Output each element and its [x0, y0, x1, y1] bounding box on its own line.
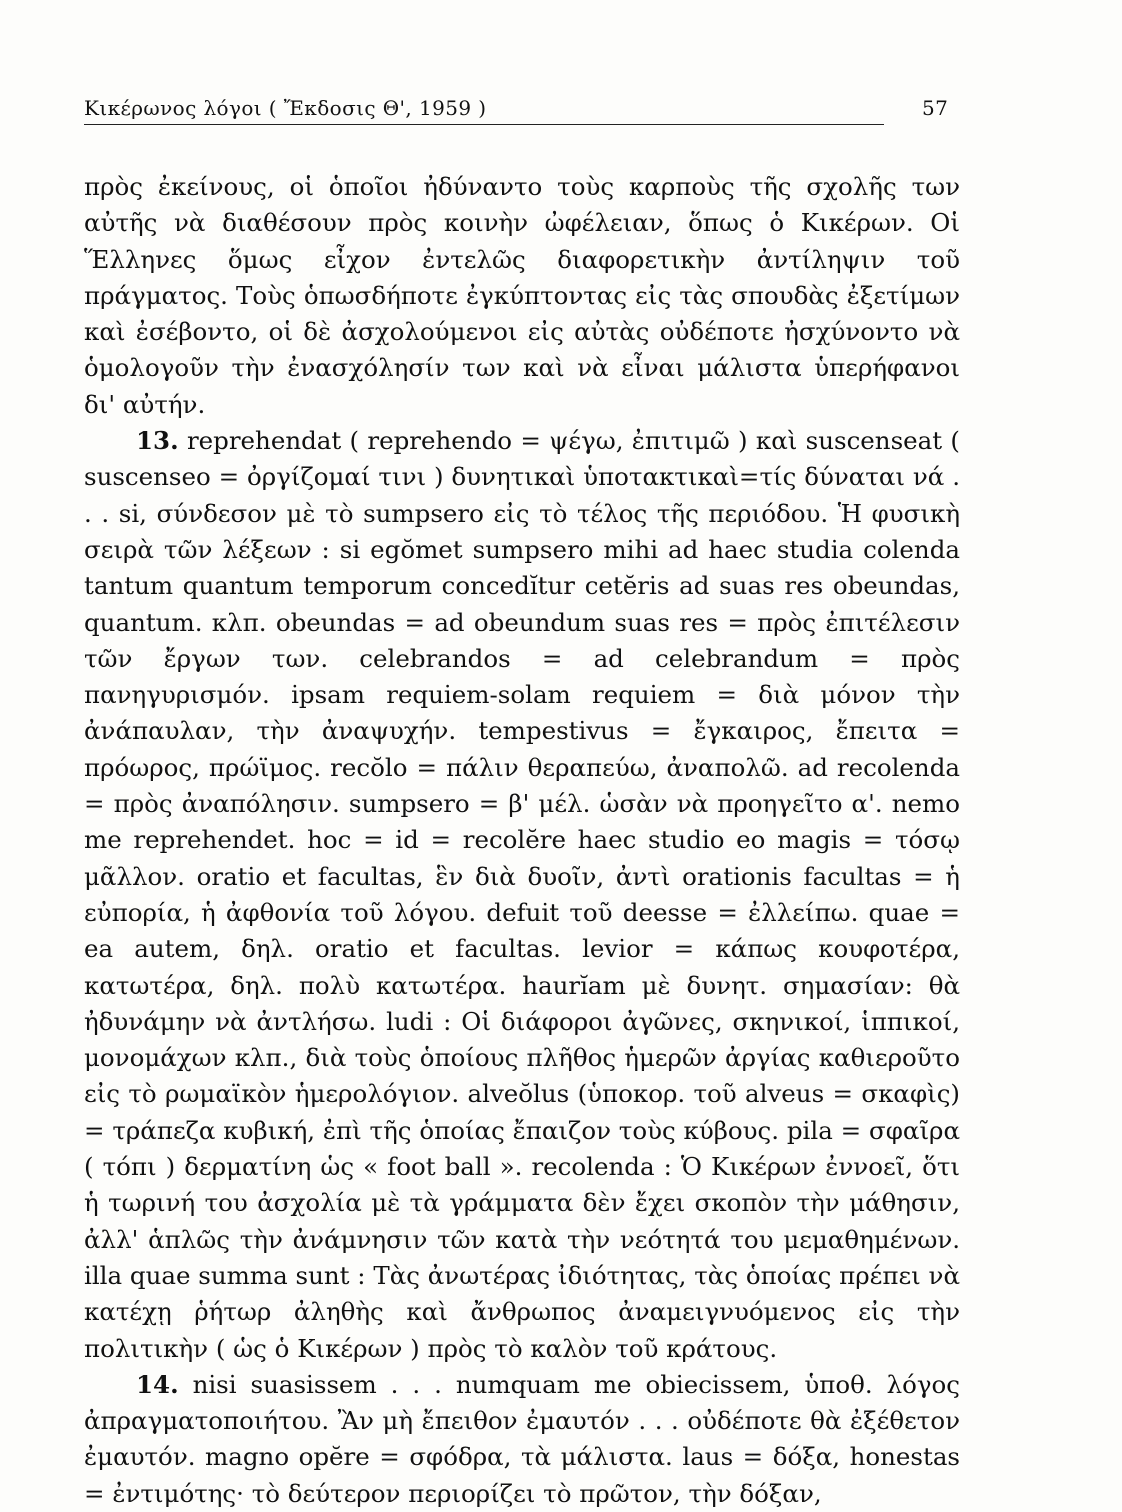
section-number: 14.	[136, 1369, 179, 1399]
paragraph-text: reprehendat ( reprehendo = ψέγω, ἐπιτιμῶ ) καὶ suscenseat ( suscenseo = ὀργίζομαί τινι ) δυνητικαὶ ὑποτακτικαὶ=τίς δύναται νά . . . si, σύνδεσον μὲ τὸ sumpsero εἰς τὸ τέλος τῆς περιόδου. Ἡ φυσικὴ σειρὰ τῶν λέξεων : si egŏmet sumpsero mihi ad haec studia colenda tantum quantum temporum concedĭtur cetĕris ad suas res obeundas, quantum. κλπ. obeundas = ad obeundum suas res = πρὸς ἐπιτέλεσιν τῶν ἔργων των. celebrandos = ad celebrandum = πρὸς πανηγυρισμόν. ipsam requiem-solam requiem = διὰ μόνον τὴν ἀνάπαυλαν, τὴν ἀναψυχήν. tempestivus = ἔγκαιρος, ἔπειτα = πρόωρος, πρώϊμος. recŏlo = πάλιν θεραπεύω, ἀναπολῶ. ad recolenda = πρὸς ἀναπόλησιν. sumpsero = β' μέλ. ὡσὰν νὰ προηγεῖτο α'. nemo me reprehendet. hoc = id = recolĕre haec studio eo magis = τόσῳ μᾶλλον. oratio et facultas, ἓν διὰ δυοῖν, ἀντὶ orationis facultas = ἡ εὐπορία, ἡ ἀφθονία τοῦ λόγου. defuit τοῦ deesse = ἐλλείπω. quae = ea autem, δηλ. oratio et facultas. levior = κάπως κουφοτέρα, κατωτέρα, δηλ. πολὺ κατωτέρα. haurĭam μὲ δυνητ. σημασίαν: θὰ ἠδυνάμην νὰ ἀντλήσω. ludi : Οἱ διάφοροι ἀγῶνες, σκηνικοί, ἱππικοί, μονομάχων κλπ., διὰ τοὺς ὁποίους πλῆθος ἡμερῶν ἀργίας καθιεροῦτο εἰς τὸ ρωμαϊκὸν ἡμερολόγιον. alveŏlus (ὑποκορ. τοῦ alveus = σκαφὶς) = τράπεζα κυβική, ἐπὶ τῆς ὁποίας ἔπαιζον τοὺς κύβους. pila = σφαῖρα ( τόπι ) δερματίνη ὡς « foot ball ». recolenda : Ὁ Κικέρων ἐννοεῖ, ὅτι ἡ τωρινή του ἀσχολία μὲ τὰ γράμματα δὲν ἔχει σκοπὸν τὴν μάθησιν, ἀλλ' ἁπλῶς τὴν ἀνάμνησιν τῶν κατὰ τὴν νεότητά του μεμαθημένων. illa quae summa sunt : Τὰς ἀνωτέρας ἰδιότητας, τὰς ὁποίας πρέπει νὰ κατέχῃ ῥήτωρ ἀληθὴς καὶ ἄνθρωπος ἀναμειγνυόμενος εἰς τὴν πολιτικὴν ( ὡς ὁ Κικέρων ) πρὸς τὸ καλὸν τοῦ κράτους.	[84, 426, 960, 1363]
paragraph-text: πρὸς ἐκείνους, οἱ ὁποῖοι ἠδύναντο τοὺς καρποὺς τῆς σχολῆς των αὐτῆς νὰ διαθέσουν πρὸς κοινὴν ὠφέλειαν, ὅπως ὁ Κικέρων. Οἱ Ἕλληνες ὅμως εἶχον ἐντελῶς διαφορετικὴν ἀντίληψιν τοῦ πράγματος. Τοὺς ὁπωσδήποτε ἐγκύπτοντας εἰς τὰς σπουδὰς ἐξετίμων καὶ ἐσέβοντο, οἱ δὲ ἀσχολούμενοι εἰς αὐτὰς οὐδέποτε ἠσχύνοντο νὰ ὁμολογοῦν τὴν ἐνασχόλησίν των καὶ νὰ εἶναι μάλιστα ὑπερήφανοι δι' αὐτήν.	[84, 172, 960, 419]
running-title: Κικέρωνος λόγοι ( Ἔκδοσις Θ', 1959 )	[84, 96, 487, 120]
paragraph-13	[84, 423, 960, 1367]
paragraph-14	[84, 1367, 960, 1512]
paragraph-text: nisi suasissem . . . numquam me obiecissem, ὑποθ. λόγος ἀπραγματοποιήτου. Ἂν μὴ ἔπειθον ἐμαυτόν . . . οὐδέποτε θὰ ἐξέθετον ἐμαυτόν. magno opĕre = σφόδρα, τὰ μάλιστα. laus = δόξα, honestas = ἐντιμότης· τὸ δεύτερον περιορίζει τὸ πρῶτον, τὴν δόξαν,	[84, 1369, 960, 1508]
page	[84, 96, 960, 1512]
section-number: 13.	[136, 426, 179, 456]
paragraph-continuation	[84, 169, 960, 423]
running-head	[84, 96, 949, 125]
page-number: 57	[922, 96, 949, 120]
body-text	[84, 169, 960, 1512]
